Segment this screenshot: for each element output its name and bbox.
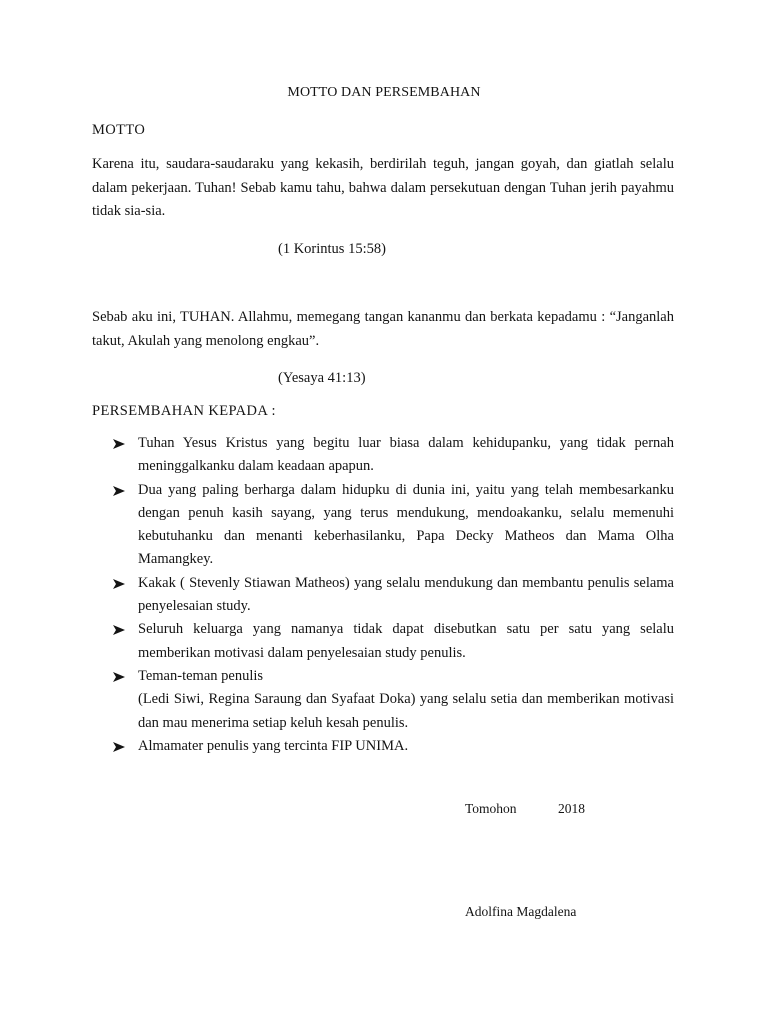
arrowhead-bullet-icon xyxy=(112,578,126,590)
arrowhead-bullet-icon xyxy=(112,438,126,450)
dedication-text: Almamater penulis yang tercinta FIP UNIMA. xyxy=(138,737,409,754)
dedication-text: Dua yang paling berharga dalam hidupku di dunia ini, yaitu yang telah membesarkanku dengan penuh kasih sayang, yang terus mendukung, mendoakanku, selalu memenuhi kebutuhanku dan menanti keberhasilanku, Papa Decky Matheos dan Mama Olha Mamangkey. xyxy=(138,481,674,568)
dedication-text: Seluruh keluarga yang namanya tidak dapat disebutkan satu per satu yang selalu memberikan motivasi dalam penyelesaian study penulis. xyxy=(138,621,674,661)
dedication-text-line-1: Teman-teman penulis xyxy=(138,667,264,684)
arrowhead-bullet-icon xyxy=(112,671,126,683)
signature-place: Tomohon xyxy=(465,801,517,816)
dedication-text: Kakak ( Stevenly Stiawan Matheos) yang selalu mendukung dan membantu penulis selama penyelesaian study. xyxy=(138,574,674,615)
arrowhead-bullet-icon xyxy=(112,485,126,497)
dedication-heading: PERSEMBAHAN KEPADA : xyxy=(92,403,276,419)
verse-2-reference: (Yesaya 41:13) xyxy=(278,370,366,386)
verse-1-reference: (1 Korintus 15:58) xyxy=(278,241,386,257)
author-name: Adolfina Magdalena xyxy=(465,904,577,919)
page-title: MOTTO DAN PERSEMBAHAN xyxy=(287,85,481,100)
dedication-item xyxy=(92,665,674,735)
motto-verse-2: Sebab aku ini, TUHAN. Allahmu, memegang tangan kananmu dan berkata kepadamu : “Janganlah takut, Akulah yang menolong engkau”. xyxy=(92,309,674,349)
arrowhead-bullet-icon xyxy=(112,741,126,753)
dedication-item xyxy=(92,618,674,665)
dedication-text-line-2: (Ledi Siwi, Regina Saraung dan Syafaat Doka) yang selalu setia dan memberikan motivasi dan mau menerima setiap keluh kesah penulis. xyxy=(138,691,674,731)
dedication-text: Tuhan Yesus Kristus yang begitu luar biasa dalam kehidupanku, yang tidak pernah meninggalkanku dalam keadaan apapun. xyxy=(138,435,674,475)
dedication-list xyxy=(92,432,674,758)
arrowhead-bullet-icon xyxy=(112,624,126,636)
signature-year: 2018 xyxy=(558,801,585,816)
motto-heading: MOTTO xyxy=(92,122,146,138)
dedication-item xyxy=(92,572,674,619)
motto-verse-1: Karena itu, saudara-saudaraku yang kekasih, berdirilah teguh, jangan goyah, dan giatlah selalu dalam pekerjaan. Tuhan! Sebab kamu tahu, bahwa dalam persekutuan dengan Tuhan jerih payahmu tidak sia-sia. xyxy=(92,156,674,219)
dedication-item xyxy=(92,479,674,572)
dedication-item xyxy=(92,432,674,479)
dedication-item xyxy=(92,735,674,758)
